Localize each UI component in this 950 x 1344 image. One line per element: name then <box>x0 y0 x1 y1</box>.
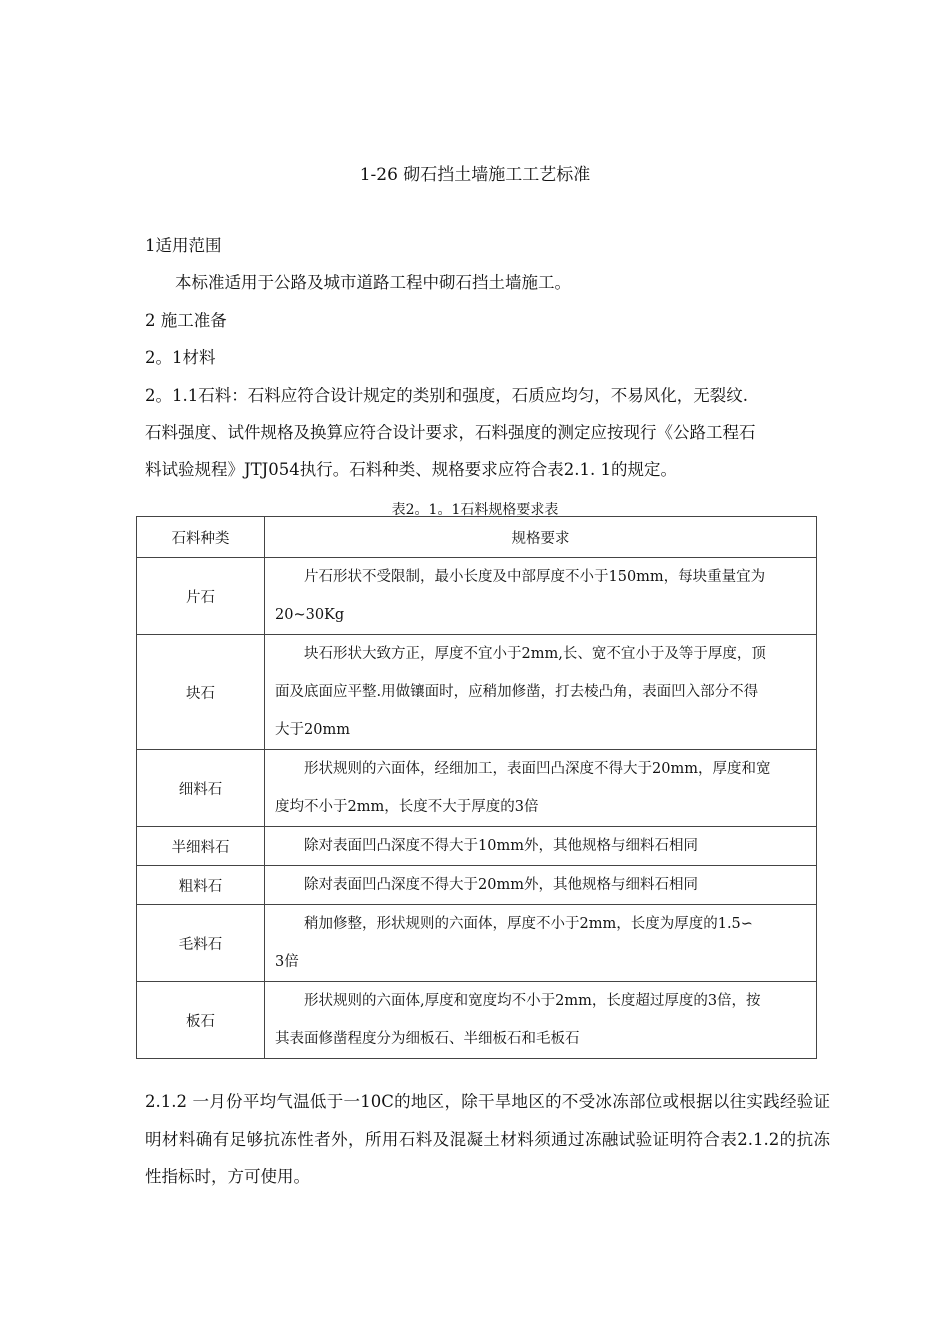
stone-kind-cell: 板石 <box>137 982 265 1059</box>
requirement-cell <box>265 982 817 1059</box>
section-2-1-1-line: 料试验规程》JTJ054执行。石料种类、规格要求应符合表2.1. 1的规定。 <box>145 460 677 479</box>
requirement-line: 20~30Kg <box>275 607 345 623</box>
section-2-heading: 2 施工准备 <box>145 311 227 330</box>
requirement-line: 3倍 <box>275 954 299 970</box>
requirement-line: 块石形状大致方正，厚度不宜小于2mm,长、宽不宜小于及等于厚度，顶 <box>275 646 766 662</box>
stone-kind-cell: 细料石 <box>137 750 265 827</box>
table-caption: 表2。1。1石料规格要求表 <box>391 502 559 518</box>
requirement-line: 度均不小于2mm，长度不大于厚度的3倍 <box>275 799 539 815</box>
requirement-line: 片石形状不受限制，最小长度及中部厚度不小于150mm，每块重量宜为 <box>275 569 766 585</box>
section-2-1-2-paragraph: 2.1.2 一月份平均气温低于一10C的地区，除干旱地区的不受冰冻部位或根据以往实践经验证明材料确有足够抗冻性者外，所用石料及混凝土材料须通过冻融试验证明符合表2.1.2的抗冻性指标时，方可使用。 <box>145 1092 830 1186</box>
requirement-line: 稍加修整，形状规则的六面体，厚度不小于2mm，长度为厚度的1.5∽ <box>275 916 753 932</box>
table-row <box>137 905 817 982</box>
stone-kind-cell: 粗料石 <box>137 866 265 905</box>
requirement-line: 除对表面凹凸深度不得大于20mm外，其他规格与细料石相同 <box>275 877 698 893</box>
requirement-line: 大于20mm <box>275 722 350 738</box>
table-row <box>137 982 817 1059</box>
requirement-cell <box>265 558 817 635</box>
requirement-line: 形状规则的六面体,厚度和宽度均不小于2mm，长度超过厚度的3倍，按 <box>275 993 761 1009</box>
requirement-cell <box>265 827 817 866</box>
stone-kind-cell: 毛料石 <box>137 905 265 982</box>
requirement-line: 其表面修凿程度分为细板石、半细板石和毛板石 <box>275 1031 580 1047</box>
table-row <box>137 558 817 635</box>
table-header-row <box>137 517 817 558</box>
section-2-1-heading: 2。1材料 <box>145 348 216 367</box>
requirement-cell <box>265 750 817 827</box>
section-1-body: 本标准适用于公路及城市道路工程中砌石挡土墙施工。 <box>175 273 571 292</box>
requirement-line: 除对表面凹凸深度不得大于10mm外，其他规格与细料石相同 <box>275 838 698 854</box>
section-1-heading: 1适用范围 <box>145 236 222 255</box>
stone-kind-cell: 半细料石 <box>137 827 265 866</box>
stone-spec-table <box>136 516 817 1059</box>
table-row <box>137 750 817 827</box>
stone-kind-cell: 片石 <box>137 558 265 635</box>
requirement-cell <box>265 866 817 905</box>
stone-kind-cell: 块石 <box>137 635 265 750</box>
requirement-line: 形状规则的六面体，经细加工，表面凹凸深度不得大于20mm，厚度和宽 <box>275 761 771 777</box>
table-row <box>137 827 817 866</box>
requirement-cell <box>265 905 817 982</box>
document-title: 1-26 砌石挡土墙施工工艺标准 <box>359 165 591 185</box>
header-spec-requirement: 规格要求 <box>265 517 817 558</box>
section-2-1-1-line: 2。1.1石料：石料应符合设计规定的类别和强度，石质应均匀，不易风化，无裂纹. <box>145 386 748 405</box>
requirement-cell <box>265 635 817 750</box>
table-row <box>137 866 817 905</box>
requirement-line: 面及底面应平整.用做镶面时，应稍加修凿，打去棱凸角，表面凹入部分不得 <box>275 684 759 700</box>
table-row <box>137 635 817 750</box>
header-stone-kind: 石料种类 <box>137 517 265 558</box>
section-2-1-1-line: 石料强度、试件规格及换算应符合设计要求，石料强度的测定应按现行《公路工程石 <box>145 423 756 442</box>
